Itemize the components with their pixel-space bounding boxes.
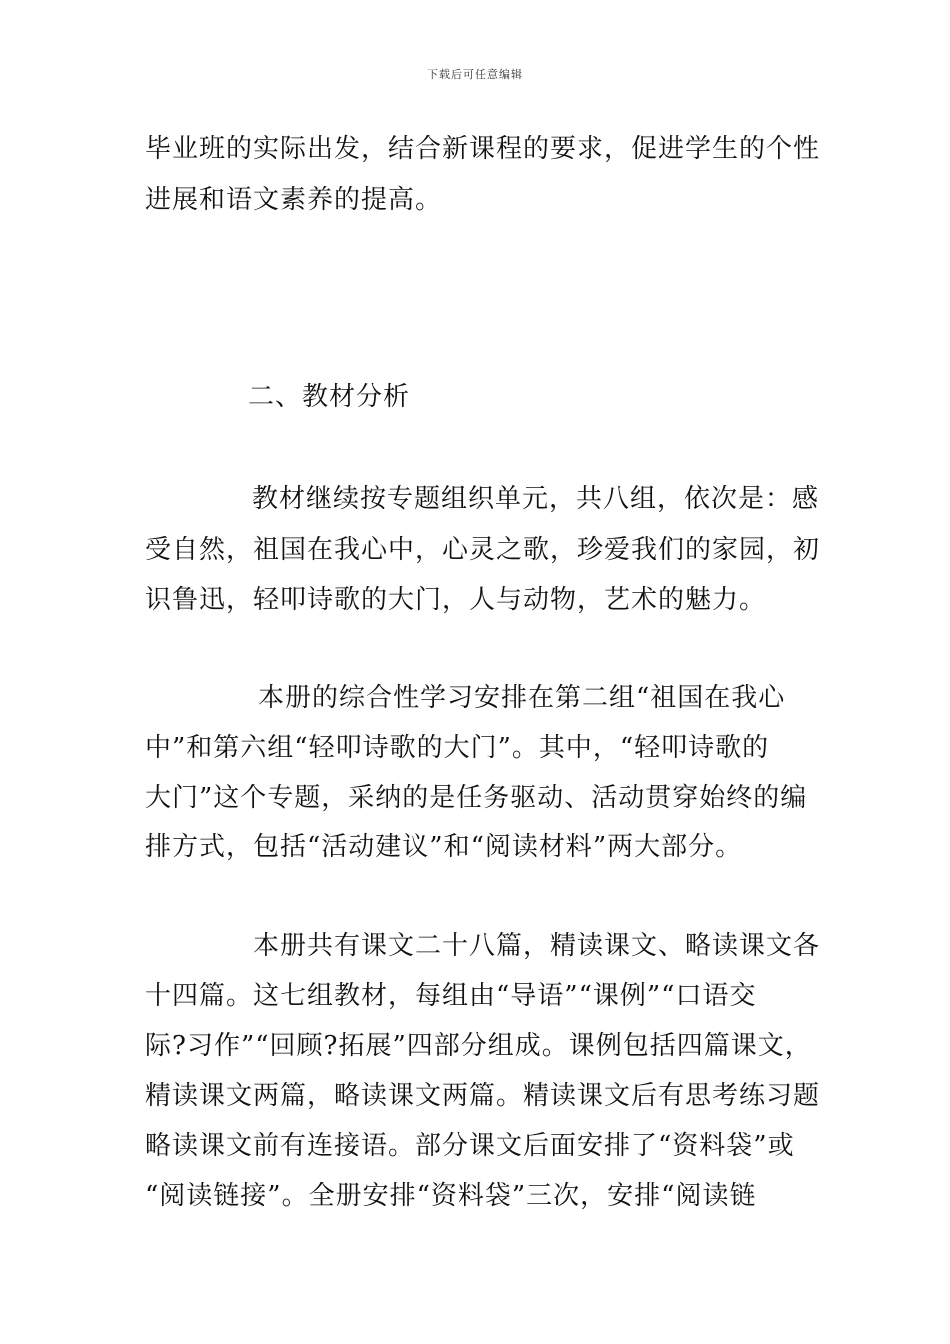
section-heading: 二、教材分析 xyxy=(248,382,411,412)
paragraph-line: 略读课文前有连接语。部分课文后面安排了“资料袋”或 xyxy=(145,1131,795,1161)
paragraph-line: 精读课文两篇，略读课文两篇。精读课文后有思考练习题 xyxy=(145,1081,821,1111)
paragraph-line: 本册的综合性学习安排在第二组“祖国在我心 xyxy=(258,683,786,713)
paragraph-line: 受自然，祖国在我心中，心灵之歌，珍爱我们的家园，初 xyxy=(145,535,821,565)
paragraph-line: “阅读链接”。全册安排“资料袋”三次，安排“阅读链 xyxy=(145,1181,757,1211)
paragraph-line: 本册共有课文二十八篇，精读课文、略读课文各 xyxy=(253,931,821,961)
paragraph-line: 排方式，包括“活动建议”和“阅读材料”两大部分。 xyxy=(145,832,743,862)
paragraph-line: 教材继续按专题组织单元，共八组，依次是：感 xyxy=(252,484,820,514)
paragraph-line: 大门”这个专题，采纳的是任务驱动、活动贯穿始终的编 xyxy=(145,783,808,813)
paragraph-line: 毕业班的实际出发，结合新课程的要求，促进学生的个性 xyxy=(145,134,821,164)
paragraph-line: 识鲁迅，轻叩诗歌的大门，人与动物，艺术的魅力。 xyxy=(145,585,767,615)
paragraph-line: 十四篇。这七组教材，每组由“导语”“课例”“口语交 xyxy=(145,981,757,1011)
paragraph-line: 进展和语文素养的提高。 xyxy=(145,185,443,215)
paragraph-line: 中”和第六组“轻叩诗歌的大门”。其中，“轻叩诗歌的 xyxy=(145,733,770,763)
page-header: 下载后可任意编辑 xyxy=(427,68,523,81)
paragraph-line: 际?习作”“回顾?拓展”四部分组成。课例包括四篇课文， xyxy=(145,1031,812,1061)
